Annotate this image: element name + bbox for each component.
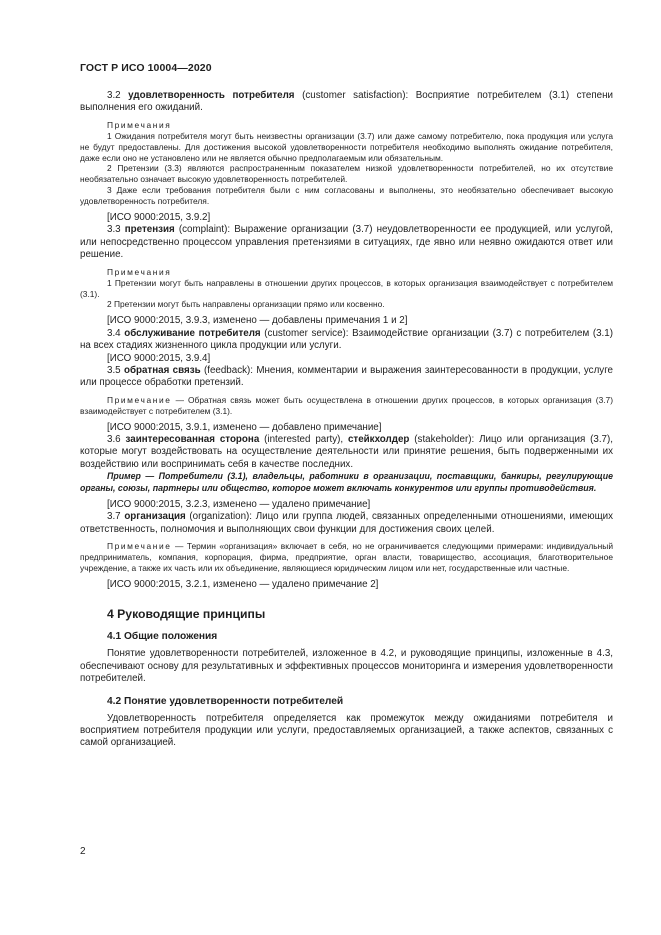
term-name: обслуживание потребителя [124,327,261,339]
document-body [80,90,613,750]
example: Пример — Потребители (3.1), владельцы, работники в организации, поставщики, банкиры, регулирующие органы, союзы, партнеры или общество, которое может включать конкурентов или группы противодействия. [80,471,613,493]
section-heading: 4 Руководящие принципы [107,607,266,622]
note-label: Примечание [107,394,172,405]
term-3-7: 3.7 организация (organization): Лицо или группа людей, связанных определенными отношениями, имеющих ответственность, полномочия и выполняющих свои функции для достижения своих целей. [80,511,613,535]
subsection-heading: 4.1 Общие положения [107,631,218,643]
term-name: обратная связь [123,364,201,376]
note: Примечание — Обратная связь может быть осуществлена в отношении других процессов, в которых организация (3.7) взаимодействует с потребителем (3.1). [80,394,613,416]
term-name: претензия [124,224,175,236]
note: 2 Претензии (3.3) являются распространенным показателем низкой удовлетворенности потребителей, но их отсутствие необязательно означает высокую удовлетворенность потребителей. [80,163,613,185]
source-reference: [ИСО 9000:2015, 3.9.3, изменено — добавлены примечания 1 и 2] [107,315,408,327]
subsection-heading: 4.2 Понятие удовлетворенности потребителей [107,695,344,707]
source-reference: [ИСО 9000:2015, 3.9.1, изменено — добавлено примечание] [107,421,382,433]
page-number: 2 [80,846,86,857]
term-name: удовлетворенность потребителя [128,90,295,101]
term-name: заинтересованная сторона [125,433,260,445]
note: 2 Претензии могут быть направлены организации прямо или косвенно. [107,299,385,310]
term-3-5: 3.5 обратная связь (feedback): Мнения, комментарии и выражения заинтересованности в продукции, услуге или процессе обработки претензий. [80,364,613,389]
term-3-4: 3.4 обслуживание потребителя (customer service): Взаимодействие организации (3.7) с потребителем (3.1) на всех стадиях жизненного цикла продукции или услуги. [80,327,613,352]
term-name: организация [124,511,186,523]
term-3-3: 3.3 претензия (complaint): Выражение организации (3.7) неудовлетворенности ее продукцией, или услугой, или непосредственно процессом управления претензиями в ситуациях, где явно или неявно ожидаются ответ или решение. [80,224,614,261]
term-3-2: 3.2 удовлетворенность потребителя (customer satisfaction): Восприятие потребителем (3.1) степени выполнения его ожиданий. [80,90,613,114]
source-reference: [ИСО 9000:2015, 3.2.1, изменено — удалено примечание 2] [107,578,379,590]
source-reference: [ИСО 9000:2015, 3.2.3, изменено — удалено примечание] [107,499,371,510]
note: 1 Ожидания потребителя могут быть неизвестны организации (3.7) или даже самому потребителю, пока продукция или услуга не будут предоставлены. Для достижения высокой удовлетворенности потребителя необходимо выполнять ожидание потребителя, даже если оно не установлено или не является обычно предполагаемым или обязательным. [80,130,613,163]
paragraph: Удовлетворенность потребителя определяется как промежуток между ожиданиями потребителя и восприятием потребителя продукции или услуги, предоставляемых организацией, а также аспектов, связанных с самой организацией. [80,712,613,749]
source-reference: [ИСО 9000:2015, 3.9.4] [107,352,211,364]
document-header: ГОСТ Р ИСО 10004—2020 [80,62,212,74]
term-3-6: 3.6 заинтересованная сторона (interested party), стейкхолдер (stakeholder): Лицо или организация (3.7), которые могут воздействовать на осуществление деятельности или принятие решения, быть подверженными их воздействию или воспринимать себя в качестве последних. [80,433,613,470]
note-label: Примечание [107,541,172,552]
notes-label: Примечания [107,119,172,130]
term-name-alt: стейкхолдер [347,433,410,445]
note: Примечание — Термин «организация» включает в себя, но не ограничивается следующими примерами: индивидуальный предприниматель, компания, корпорация, фирма, предприятие, орган власти, товарищество, ассоциация, благотворительное учреждение, а также их часть или их объединение, являющиеся юридическим лицом или нет, государственные или частные. [80,541,613,574]
note: 1 Претензии могут быть направлены в отношении других процессов, в которых организация взаимодействует с потребителем (3.1). [80,277,613,299]
paragraph: Понятие удовлетворенности потребителей, изложенное в 4.2, и руководящие принципы, изложенные в 4.3, обеспечивают основу для результативных и эффективных процессов мониторинга и измерения удовлетворенности потребителей. [80,648,613,685]
source-reference: [ИСО 9000:2015, 3.9.2] [107,212,211,224]
note: 3 Даже если требования потребителя были с ним согласованы и выполнены, это необязательно обеспечивает высокую удовлетворенность потребителя. [80,185,613,207]
notes-label: Примечания [107,266,172,277]
